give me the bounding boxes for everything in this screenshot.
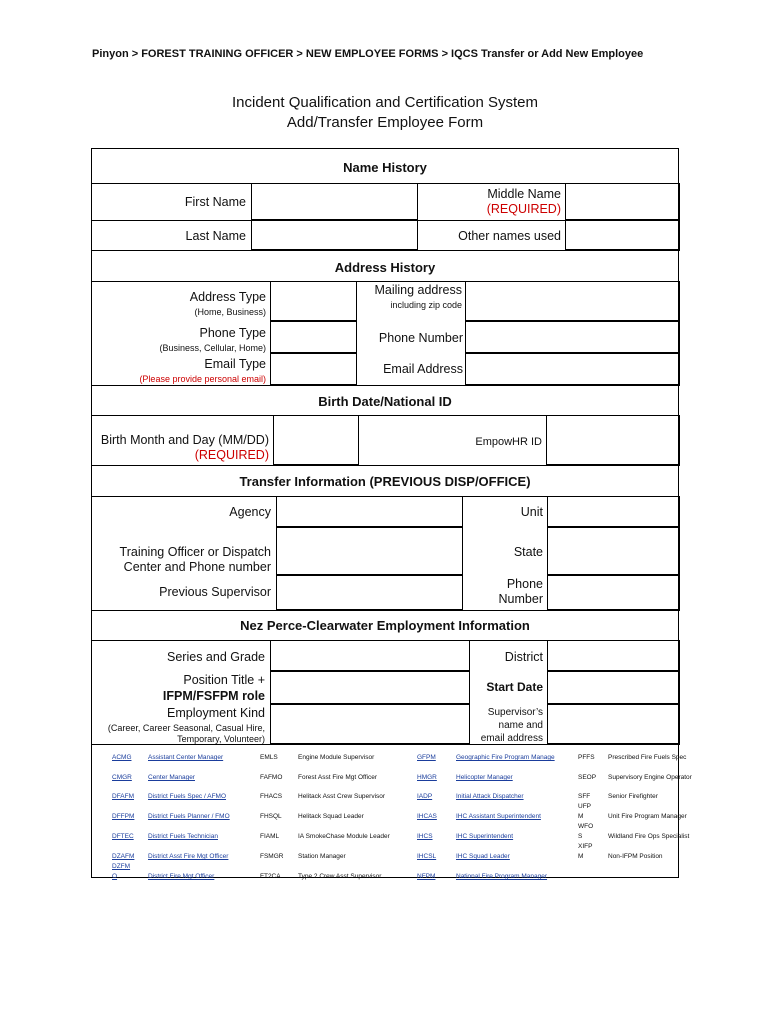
employment-kind-hint: (Career, Career Seasonal, Casual Hire, <box>107 723 265 733</box>
training-officer-label-2: Center and Phone number <box>123 560 271 574</box>
state-label: State <box>513 545 543 559</box>
code-desc: Senior Firefighter <box>608 793 658 800</box>
code-row <box>92 873 680 893</box>
divider <box>92 465 680 466</box>
code-desc: IA SmokeChase Module Leader <box>298 833 390 840</box>
code-desc[interactable]: IHC Superintendent <box>456 833 514 840</box>
email-type-hint: (Please provide personal email) <box>139 374 266 384</box>
previous-supervisor-field[interactable] <box>276 575 463 610</box>
start-date-field[interactable] <box>547 671 680 704</box>
code[interactable]: DZFM <box>112 863 131 870</box>
district-label: District <box>504 650 543 664</box>
training-officer-field[interactable] <box>276 527 463 575</box>
code-desc[interactable]: Initial Attack Dispatcher <box>456 793 524 800</box>
section-name-history: Name History <box>343 160 427 175</box>
code[interactable]: GFPM <box>417 754 436 761</box>
code-row <box>92 754 687 774</box>
code-desc: Helitack Asst Crew Supervisor <box>298 793 386 800</box>
code-desc[interactable]: IHC Squad Leader <box>456 853 510 860</box>
mailing-address-field[interactable] <box>465 281 680 321</box>
supervisor-label: Supervisor’s <box>487 707 543 718</box>
birth-date-required: (REQUIRED) <box>194 448 269 462</box>
section-employment: Nez Perce-Clearwater Employment Information <box>240 618 530 633</box>
code[interactable]: HMGR <box>417 774 437 781</box>
code-desc: Prescribed Fire Fuels Spec <box>608 754 687 761</box>
supervisor-field[interactable] <box>547 704 680 744</box>
agency-field[interactable] <box>276 496 463 527</box>
code-wfos-part: WFO <box>578 823 594 830</box>
series-grade-field[interactable] <box>270 640 470 671</box>
birth-date-label: Birth Month and Day (MM/DD) <box>100 433 269 447</box>
code-desc[interactable]: District Fuels Planner / FMO <box>148 813 230 820</box>
phone-type-label: Phone Type <box>199 326 266 340</box>
code[interactable]: ACMG <box>112 754 132 761</box>
code[interactable]: O <box>112 873 118 880</box>
code[interactable]: IHCS <box>417 833 433 840</box>
middle-name-field[interactable] <box>565 183 680 220</box>
phone-number-field[interactable] <box>465 321 680 353</box>
email-type-label: Email Type <box>204 357 266 371</box>
phone-type-field[interactable] <box>270 321 357 353</box>
code-desc[interactable]: Assistant Center Manager <box>148 754 224 761</box>
code-desc: Station Manager <box>298 853 346 860</box>
agency-label: Agency <box>229 505 271 519</box>
code-desc: Unit Fire Program Manager <box>608 813 687 820</box>
code: FIAML <box>260 833 280 840</box>
last-name-field[interactable] <box>251 220 418 250</box>
position-title-field[interactable] <box>270 671 470 704</box>
email-address-field[interactable] <box>465 353 680 385</box>
code-desc[interactable]: Center Manager <box>148 774 195 781</box>
email-type-field[interactable] <box>270 353 357 385</box>
code-row <box>92 774 692 794</box>
mailing-address-label: Mailing address <box>374 283 462 297</box>
first-name-label: First Name <box>184 195 246 209</box>
series-grade-label: Series and Grade <box>167 650 265 664</box>
empowhr-field[interactable] <box>546 415 680 465</box>
state-field[interactable] <box>547 527 680 575</box>
last-name-label: Last Name <box>185 229 246 243</box>
code-desc: Engine Module Supervisor <box>298 754 375 761</box>
code-ufpm-part: M <box>578 813 584 820</box>
code[interactable]: DFTEC <box>112 833 134 840</box>
empowhr-label: EmpowHR ID <box>475 436 542 448</box>
code-desc[interactable]: District Fire Mgt Officer <box>148 873 215 880</box>
code-desc: Forest Asst Fire Mgt Officer <box>298 774 377 781</box>
section-birth: Birth Date/National ID <box>318 394 452 409</box>
position-title-label: Position Title + <box>183 673 265 687</box>
code-desc[interactable]: District Asst Fire Mgt Officer <box>148 853 229 860</box>
other-names-field[interactable] <box>565 220 680 250</box>
ifpm-role-label: IFPM/FSFPM role <box>162 689 265 703</box>
section-address-history: Address History <box>334 260 436 275</box>
divider <box>92 250 680 251</box>
code[interactable]: CMGR <box>112 774 132 781</box>
mailing-address-hint: including zip code <box>390 300 462 310</box>
code: FHACS <box>260 793 283 800</box>
breadcrumb: Pinyon > FOREST TRAINING OFFICER > NEW EMPLOYEE FORMS > IQCS Transfer or Add New Employee <box>92 48 644 60</box>
code[interactable]: IHCSL <box>417 853 437 860</box>
phone-type-hint: (Business, Cellular, Home) <box>159 343 266 353</box>
start-date-label: Start Date <box>486 680 543 694</box>
code: FT2CA <box>260 873 281 880</box>
divider <box>92 744 680 745</box>
address-type-field[interactable] <box>270 281 357 321</box>
phone-field[interactable] <box>547 575 680 610</box>
code[interactable]: IADP <box>417 793 433 800</box>
training-officer-label: Training Officer or Dispatch <box>119 545 271 559</box>
unit-field[interactable] <box>547 496 680 527</box>
middle-name-label: Middle Name <box>487 187 561 201</box>
page-subtitle: Add/Transfer Employee Form <box>286 114 484 131</box>
code-desc[interactable]: District Fuels Technician <box>148 833 218 840</box>
district-field[interactable] <box>547 640 680 671</box>
code-desc[interactable]: IHC Assistant Superintendent <box>456 813 541 820</box>
phone-number-label: Phone Number <box>378 331 463 345</box>
phone-label: Phone <box>506 577 543 591</box>
code-xifpm-part: XIFP <box>578 843 593 850</box>
code[interactable]: DFAFM <box>112 793 135 800</box>
birth-date-field[interactable] <box>273 415 359 465</box>
supervisor-label-3: email address <box>480 733 543 744</box>
code[interactable]: NFPM <box>417 873 436 880</box>
unit-label: Unit <box>520 505 543 519</box>
code-desc: Helitack Squad Leader <box>298 813 364 820</box>
page-title: Incident Qualification and Certification System <box>232 94 538 111</box>
code: FSMGR <box>260 853 284 860</box>
code-ufpm-part: UFP <box>578 803 591 810</box>
code-desc[interactable]: Helicopter Manager <box>456 774 513 781</box>
first-name-field[interactable] <box>251 183 418 220</box>
code-desc: Non-IFPM Position <box>608 853 663 860</box>
section-transfer: Transfer Information (PREVIOUS DISP/OFFICE) <box>239 474 531 489</box>
code-desc: Supervisory Engine Operator <box>608 774 692 781</box>
code: PFFS <box>578 754 595 761</box>
code: SEOP <box>578 774 597 781</box>
code-desc: Type 2 Crew Asst Supervisor <box>298 873 382 880</box>
address-type-label: Address Type <box>189 290 266 304</box>
code-wfos-part: S <box>578 833 583 840</box>
other-names-label: Other names used <box>458 229 561 243</box>
email-address-label: Email Address <box>383 362 463 376</box>
employee-form <box>91 148 692 880</box>
code: EMLS <box>260 754 278 761</box>
code-desc[interactable]: District Fuels Spec / AFMO <box>148 793 227 800</box>
code-desc[interactable]: National Fire Program Manager <box>456 873 548 880</box>
phone-label-2: Number <box>498 592 543 606</box>
divider <box>92 385 680 386</box>
previous-supervisor-label: Previous Supervisor <box>159 585 271 599</box>
divider <box>92 610 680 611</box>
code[interactable]: DFFPM <box>112 813 135 820</box>
code: SFF <box>578 793 591 800</box>
code[interactable]: IHCAS <box>417 813 437 820</box>
code[interactable]: DZAFM <box>112 853 135 860</box>
address-type-hint: (Home, Business) <box>194 307 266 317</box>
code-desc[interactable]: Geographic Fire Program Manage <box>456 754 555 761</box>
employment-kind-field[interactable] <box>270 704 470 744</box>
employment-kind-hint-2: Temporary, Volunteer) <box>177 734 265 744</box>
supervisor-label-2: name and <box>498 720 543 731</box>
employment-kind-label: Employment Kind <box>167 706 265 720</box>
code: FHSQL <box>260 813 282 820</box>
middle-name-required: (REQUIRED) <box>486 202 561 216</box>
code-desc: Wildland Fire Ops Specialist <box>608 833 690 840</box>
code: FAFMO <box>260 774 283 781</box>
code-xifpm-part: M <box>578 853 584 860</box>
